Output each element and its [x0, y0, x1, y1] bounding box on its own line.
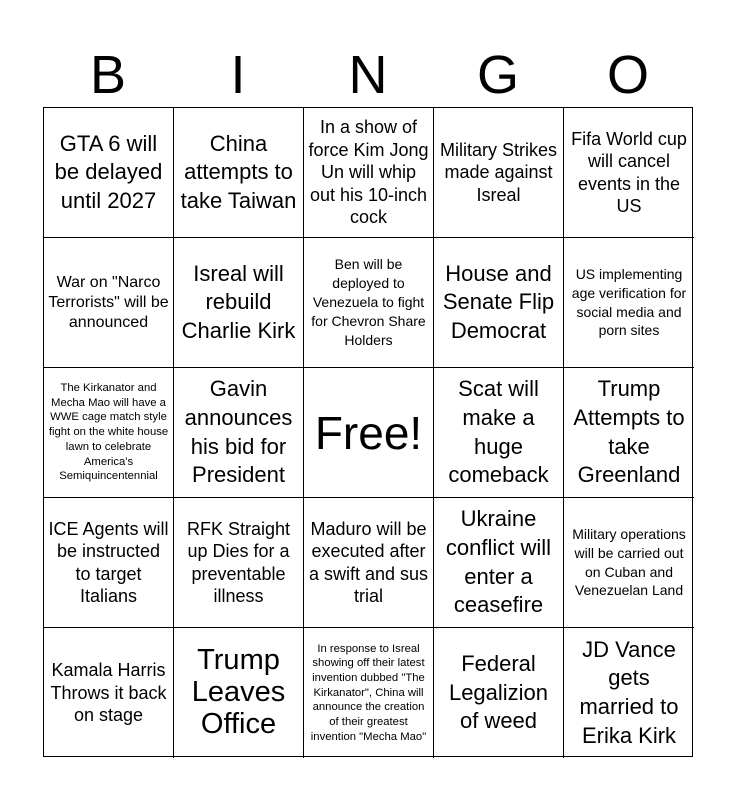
cell-text: Ukraine conflict will enter a ceasefire — [445, 506, 552, 618]
bingo-cell-r5c3[interactable] — [304, 628, 434, 758]
bingo-cell-r4c3[interactable] — [304, 498, 434, 628]
cell-text: China attempts to take Taiwan — [180, 130, 297, 213]
cell-text: Maduro will be executed after a swift and sus trial — [308, 518, 429, 606]
bingo-cell-r3c5[interactable] — [564, 368, 694, 498]
header-letter-n: N — [348, 45, 388, 105]
free-space-text: Free! — [314, 406, 423, 459]
bingo-cell-r1c4[interactable] — [434, 108, 564, 238]
cell-text: The Kirkanator and Mecha Mao will have a WWE cage match style fight on the white house lawn to celebrate America's Semiquincentennial — [48, 382, 169, 483]
cell-text: US implementing age verification for social media and porn sites — [571, 265, 687, 339]
cell-text: Scat will make a huge comeback — [448, 376, 549, 488]
cell-text: Military operations will be carried out on Cuban and Venezuelan Land — [572, 525, 686, 599]
bingo-cell-free[interactable] — [304, 368, 434, 498]
bingo-cell-r1c3[interactable] — [304, 108, 434, 238]
bingo-cell-r2c3[interactable] — [304, 238, 434, 368]
cell-text: JD Vance gets married to Erika Kirk — [579, 636, 679, 748]
bingo-cell-r1c5[interactable] — [564, 108, 694, 238]
cell-text: Trump Leaves Office — [191, 644, 286, 740]
header-letter-i: I — [230, 45, 246, 105]
bingo-cell-r3c2[interactable] — [174, 368, 304, 498]
bingo-cell-r3c4[interactable] — [434, 368, 564, 498]
bingo-cell-r4c2[interactable] — [174, 498, 304, 628]
cell-text: Federal Legalizion of weed — [448, 651, 549, 734]
bingo-cell-r4c4[interactable] — [434, 498, 564, 628]
cell-text: Gavin announces his bid for President — [184, 376, 293, 488]
cell-text: Isreal will rebuild Charlie Kirk — [181, 260, 296, 343]
bingo-cell-r2c4[interactable] — [434, 238, 564, 368]
cell-text: Ben will be deployed to Venezuela to fight for Chevron Share Holders — [311, 256, 426, 348]
bingo-cell-r5c4[interactable] — [434, 628, 564, 758]
cell-text: In response to Isreal showing off their latest invention dubbed "The Kirkanator", China will announce the creation of their greatest invention "Mecha Mao" — [310, 642, 427, 743]
bingo-cell-r2c1[interactable] — [44, 238, 174, 368]
cell-text: ICE Agents will be instructed to target Italians — [48, 518, 169, 606]
cell-text: In a show of force Kim Jong Un will whip out his 10-inch cock — [308, 117, 429, 228]
bingo-header — [43, 42, 693, 108]
cell-text: Military Strikes made against Isreal — [439, 139, 557, 205]
cell-text: War on "Narco Terrorists" will be announced — [48, 273, 169, 331]
bingo-cell-r1c2[interactable] — [174, 108, 304, 238]
bingo-cell-r5c5[interactable] — [564, 628, 694, 758]
cell-text: RFK Straight up Dies for a preventable illness — [186, 518, 291, 606]
cell-text: Fifa World cup will cancel events in the US — [571, 128, 687, 216]
header-letter-g: G — [476, 45, 519, 105]
bingo-cell-r1c1[interactable] — [44, 108, 174, 238]
bingo-board — [43, 107, 693, 757]
cell-text: Kamala Harris Throws it back on stage — [50, 660, 167, 726]
bingo-cell-r4c5[interactable] — [564, 498, 694, 628]
cell-text: House and Senate Flip Democrat — [442, 260, 555, 343]
bingo-cell-r4c1[interactable] — [44, 498, 174, 628]
header-letter-b: B — [89, 45, 127, 105]
bingo-cell-r5c2[interactable] — [174, 628, 304, 758]
cell-text: Trump Attempts to take Greenland — [573, 376, 685, 488]
bingo-cell-r3c1[interactable] — [44, 368, 174, 498]
bingo-cell-r2c2[interactable] — [174, 238, 304, 368]
bingo-cell-r5c1[interactable] — [44, 628, 174, 758]
cell-text: GTA 6 will be delayed until 2027 — [54, 130, 163, 213]
bingo-cell-r2c5[interactable] — [564, 238, 694, 368]
header-letter-o: O — [606, 45, 649, 105]
